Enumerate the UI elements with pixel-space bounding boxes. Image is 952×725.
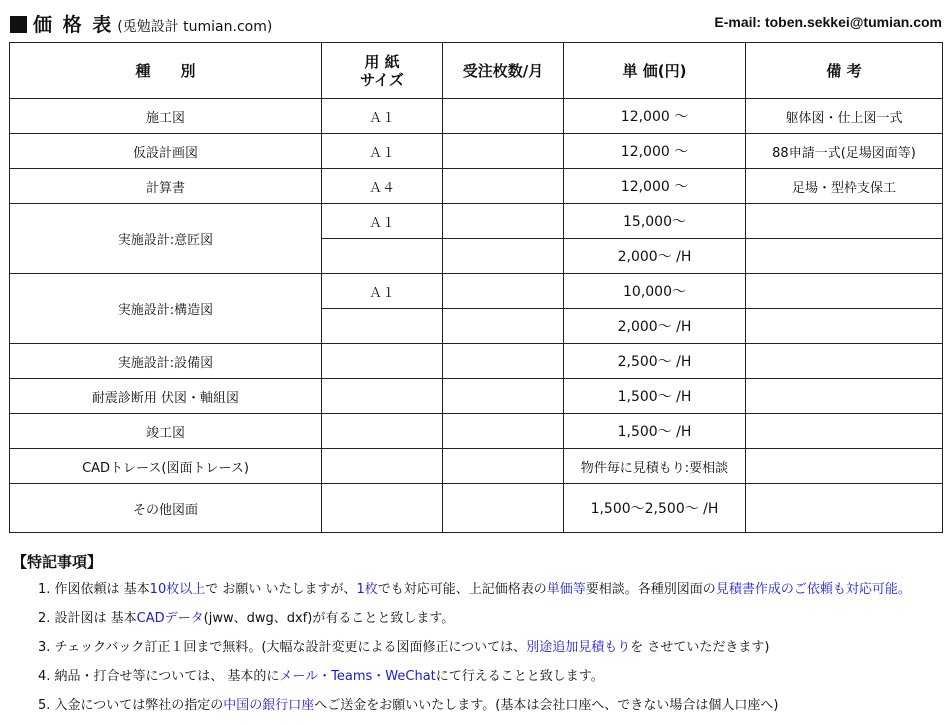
page-header [8, 8, 942, 36]
table-header-row [10, 43, 943, 99]
table-row [10, 99, 943, 134]
note-text: 要相談。各種別図面の [585, 582, 716, 597]
quantity-cell [443, 449, 564, 484]
price-cell: 10,000～ [564, 274, 746, 309]
contact-email[interactable]: E-mail: toben.sekkei@tumian.com [714, 14, 942, 30]
page-subtitle: (兎勉設計 tumian.com) [117, 19, 273, 35]
price-cell: 12,000 ～ [564, 134, 746, 169]
header-category: 種 別 [10, 43, 322, 99]
note-highlight: 10枚以上 [149, 582, 206, 597]
table-row [10, 134, 943, 169]
price-cell: 15,000～ [564, 204, 746, 239]
quantity-cell [443, 274, 564, 309]
table-row [10, 344, 943, 379]
quantity-cell [443, 239, 564, 274]
paper-cell: Ａ１ [322, 204, 443, 239]
category-cell: 竣工図 [10, 414, 322, 449]
notes-list [38, 580, 948, 725]
note-text: 5. 入金については弊社の指定の [38, 698, 224, 713]
note-highlight: 見積書作成のご依頼も対応可能。 [715, 582, 911, 597]
category-cell: 実施設計:意匠図 [10, 204, 322, 274]
paper-cell [322, 414, 443, 449]
note-text: でも対応可能、上記価格表の [377, 582, 547, 597]
remark-cell [746, 274, 943, 309]
remark-cell [746, 204, 943, 239]
paper-cell: Ａ１ [322, 99, 443, 134]
remark-cell [746, 309, 943, 344]
category-cell: 計算書 [10, 169, 322, 204]
price-cell: 2,500～ /H [564, 344, 746, 379]
price-cell: 1,500～ /H [564, 379, 746, 414]
quantity-cell [443, 379, 564, 414]
note-text: 3. チェックバック訂正１回まで無料。(大幅な設計変更による図面修正については、 [38, 640, 527, 655]
price-cell: 物件毎に見積もり:要相談 [564, 449, 746, 484]
header-quantity: 受注枚数/月 [443, 43, 564, 99]
note-text: にて行えることと致します。 [435, 669, 604, 684]
quantity-cell [443, 204, 564, 239]
table-row [10, 484, 943, 533]
note-text: 1. 作図依頼は 基本 [38, 582, 150, 597]
category-cell: 実施設計:設備図 [10, 344, 322, 379]
table-row [10, 169, 943, 204]
remark-cell: 88申請一式(足場図面等) [746, 134, 943, 169]
category-cell: CADトレース(図面トレース) [10, 449, 322, 484]
header-remarks: 備 考 [746, 43, 943, 99]
note-highlight: メール・Teams・WeChat [279, 669, 436, 684]
remark-cell [746, 379, 943, 414]
remark-cell [746, 449, 943, 484]
note-text: で お願い いたしますが、 [205, 582, 357, 597]
note-highlight: CADデータ [136, 611, 204, 626]
quantity-cell [443, 169, 564, 204]
note-highlight: 別途追加見積もり [526, 640, 631, 655]
paper-cell [322, 309, 443, 344]
remark-cell [746, 239, 943, 274]
note-text: へご送金をお願いいたします。(基本は会社口座へ、できない場合は個人口座へ) [314, 698, 779, 713]
note-item [38, 609, 948, 638]
note-text: (jww、dwg、dxf)が有ることと致します。 [203, 611, 455, 626]
note-text: 2. 設計図は 基本 [38, 611, 137, 626]
note-highlight: 単価等 [546, 582, 586, 597]
paper-cell [322, 449, 443, 484]
page-title [10, 10, 272, 37]
quantity-cell [443, 344, 564, 379]
price-cell: 1,500～ /H [564, 414, 746, 449]
note-item [38, 638, 948, 667]
remark-cell: 躯体図・仕上図一式 [746, 99, 943, 134]
price-cell: 2,000～ /H [564, 309, 746, 344]
price-cell: 12,000 ～ [564, 99, 746, 134]
table-row [10, 414, 943, 449]
note-item [38, 580, 948, 609]
header-paper-line1: 用 紙 [364, 52, 400, 71]
category-cell: その他図面 [10, 484, 322, 533]
header-paper-line2: サイズ [360, 70, 404, 89]
paper-cell: Ａ１ [322, 134, 443, 169]
paper-cell [322, 484, 443, 533]
category-cell: 仮設計画図 [10, 134, 322, 169]
notes-title: 【特記事項】 [12, 553, 103, 571]
category-cell: 耐震診断用 伏図・軸組図 [10, 379, 322, 414]
quantity-cell [443, 134, 564, 169]
paper-cell: Ａ４ [322, 169, 443, 204]
paper-cell [322, 239, 443, 274]
price-cell: 12,000 ～ [564, 169, 746, 204]
note-item [38, 696, 948, 725]
category-cell: 実施設計:構造図 [10, 274, 322, 344]
note-item [38, 667, 948, 696]
category-cell: 施工図 [10, 99, 322, 134]
note-text: 4. 納品・打合せ等については、 基本的に [38, 669, 280, 684]
remark-cell [746, 484, 943, 533]
note-highlight: 中国の銀行口座 [223, 698, 315, 713]
table-row [10, 379, 943, 414]
page-title-text: 価 格 表 [33, 14, 114, 36]
note-text: を させていただきます) [630, 640, 770, 655]
remark-cell [746, 414, 943, 449]
price-cell: 2,000～ /H [564, 239, 746, 274]
note-highlight: 1枚 [356, 582, 378, 597]
paper-cell [322, 379, 443, 414]
remark-cell [746, 344, 943, 379]
paper-cell: Ａ１ [322, 274, 443, 309]
table-row [10, 449, 943, 484]
square-bullet-icon [10, 16, 27, 33]
header-unit-price: 単 価(円) [564, 43, 746, 99]
quantity-cell [443, 414, 564, 449]
header-paper-size [322, 43, 443, 99]
remark-cell: 足場・型枠支保工 [746, 169, 943, 204]
price-table [9, 42, 943, 533]
quantity-cell [443, 309, 564, 344]
table-row [10, 274, 943, 309]
price-cell: 1,500～2,500～ /H [564, 484, 746, 533]
table-row [10, 204, 943, 239]
paper-cell [322, 344, 443, 379]
quantity-cell [443, 484, 564, 533]
quantity-cell [443, 99, 564, 134]
